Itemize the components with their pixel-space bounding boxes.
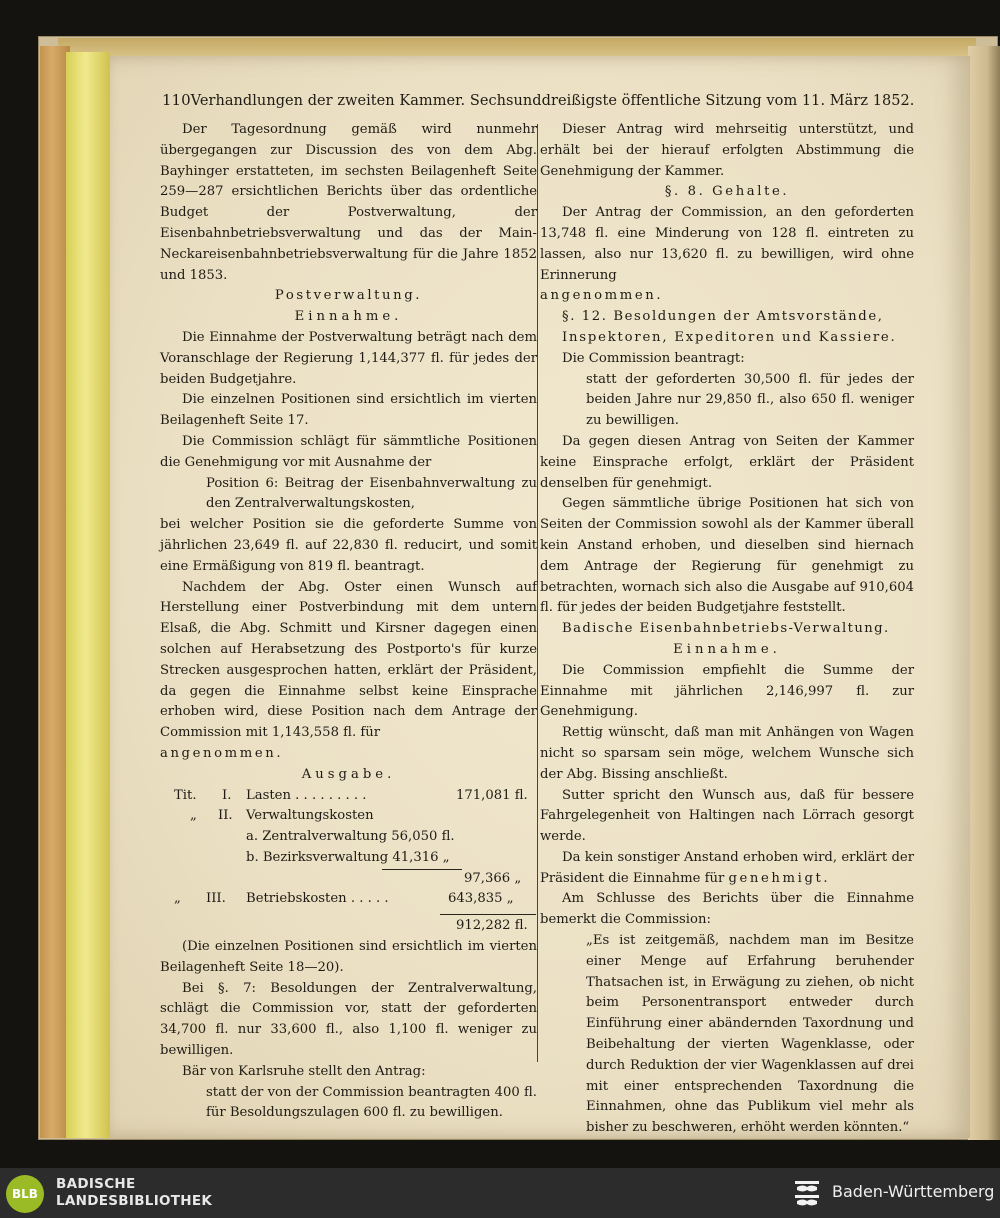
- book-right-edge: [968, 46, 1000, 1140]
- budget-prefix: Tit.: [174, 787, 197, 803]
- paragraph-text: Da kein sonstiger Anstand erhoben wird, erklärt der Präsident die Einnahme für: [540, 849, 914, 886]
- library-name-line: BADISCHE: [56, 1176, 136, 1192]
- page-number: 110: [162, 91, 191, 109]
- budget-label: Verwaltungskosten: [246, 808, 374, 824]
- section-heading: Ausgabe.: [301, 766, 396, 782]
- paragraph: Der Tagesordnung gemäß wird nunmehr übergegangen zur Discussion des von dem Abg. Bayhinger erstatteten, im sechsten Beilagenheft Seite 259—287 ersichtlichen Berichts über das ordentliche Budget der Postverwaltung, der Eisenbahnbetriebsverwaltung und das der Main-Neckareisenbahnbetriebsverwaltung für die Jahre 1852 und 1853.: [160, 122, 537, 283]
- left-column: [160, 120, 537, 1124]
- paragraph: Die Einnahme der Postverwaltung beträgt nach dem Voranschlage der Regierung 1,144,377 fl. für jedes der beiden Budgetjahre.: [160, 329, 537, 387]
- paragraph: Sutter spricht den Wunsch aus, daß für bessere Fahrgelegenheit von Haltingen nach Lörrach gesorgt werde.: [540, 787, 914, 845]
- paragraph: Nachdem der Abg. Oster einen Wunsch auf Herstellung einer Postverbindung mit dem untern Elsaß, die Abg. Schmitt und Kirsner dagegen einen solchen auf Herabsetzung des Postporto's für kurze Strecken ausgesprochen hatten, erklärt der Präsident, da gegen die Einnahme selbst keine Einsprache erhoben wird, diese Position nach dem Antrage der Commission mit 1,143,558 fl. für: [160, 579, 537, 741]
- paragraph: statt der geforderten 30,500 fl. für jedes der beiden Jahre nur 29,850 fl., also 650 fl. weniger zu bewilligen.: [586, 371, 914, 429]
- budget-value: 171,081 fl.: [456, 787, 528, 803]
- paragraph: Gegen sämmtliche übrige Positionen hat sich von Seiten der Commission sowohl als der Kammer überall kein Anstand erhoben, und dieselben sind hiernach dem Antrage der Regierung für genehmigt zu betrachten, wornach sich also die Ausgabe auf 910,604 fl. für jedes der beiden Budgetjahre feststellt.: [540, 496, 914, 616]
- blb-logo[interactable]: BLB: [6, 1175, 44, 1213]
- section-heading: Badische Eisenbahnbetriebs-Verwaltung.: [562, 621, 890, 637]
- budget-prefix: „: [174, 891, 181, 907]
- paragraph: statt der von der Commission beantragten 400 fl. für Besoldungszulagen 600 fl. zu bewilligen.: [206, 1084, 537, 1121]
- paragraph: Da gegen diesen Antrag von Seiten der Kammer keine Einsprache erfolgt, erklärt der Präsident denselben für genehmigt.: [540, 433, 914, 491]
- budget-label: Lasten . . . . . . . . .: [246, 787, 367, 803]
- budget-subitem: a. Zentralverwaltung 56,050 fl.: [246, 829, 455, 845]
- budget-subrow: [160, 848, 537, 869]
- budget-numeral: II.: [218, 808, 233, 824]
- footer-bar: [0, 1168, 1000, 1218]
- budget-numeral: I.: [222, 787, 232, 803]
- paragraph: [540, 848, 914, 890]
- budget-row: [160, 786, 537, 807]
- budget-subitem: b. Bezirksverwaltung 41,316 „: [246, 849, 450, 865]
- budget-numeral: III.: [206, 891, 226, 907]
- paragraph: Bei §. 7: Besoldungen der Zentralverwaltung, schlägt die Commission vor, statt der geforderten 34,700 fl. nur 33,600 fl., also 1,100 fl. weniger zu bewilligen.: [160, 980, 537, 1059]
- budget-total-row: [160, 916, 537, 937]
- paragraph: Die einzelnen Positionen sind ersichtlich im vierten Beilagenheft Seite 17.: [160, 392, 537, 429]
- paragraph: Dieser Antrag wird mehrseitig unterstützt, und erhält bei der hierauf erfolgten Abstimmung die Genehmigung der Kammer.: [540, 122, 914, 179]
- library-name[interactable]: [56, 1176, 212, 1210]
- budget-row: [160, 806, 537, 827]
- section-heading: Einnahme.: [673, 641, 781, 657]
- budget-subrow: [160, 827, 537, 848]
- verdict-text: angenommen.: [160, 745, 284, 761]
- section-heading: §. 8. Gehalte.: [664, 184, 790, 200]
- total-rule: [440, 914, 536, 915]
- paragraph: bei welcher Position sie die geforderte Summe von jährlichen 23,649 fl. auf 22,830 fl. reducirt, und somit eine Ermäßigung von 819 fl. beantragt.: [160, 517, 537, 574]
- paragraph: Die Commission schlägt für sämmtliche Positionen die Genehmigung vor mit Ausnahme der: [160, 433, 537, 470]
- paragraph: Der Antrag der Commission, an den geforderten 13,748 fl. eine Minderung von 128 fl. eintreten zu lassen, also nur 13,620 fl. zu bewilligen, wird ohne Erinnerung: [540, 205, 914, 283]
- paragraph: (Die einzelnen Positionen sind ersichtlich im vierten Beilagenheft Seite 18—20).: [160, 939, 537, 975]
- subtotal-rule: [382, 869, 462, 870]
- paragraph: Rettig wünscht, daß man mit Anhängen von Wagen nicht so sparsam sein möge, welchem Wunsche sich der Abg. Bissing anschließt.: [540, 725, 914, 782]
- coat-of-arms-icon: [792, 1176, 822, 1210]
- budget-value: 643,835 „: [448, 891, 514, 907]
- paragraph: Position 6: Beitrag der Eisenbahnverwaltung zu den Zentralverwaltungskosten,: [206, 475, 537, 512]
- paragraph: Am Schlusse des Berichts über die Einnahme bemerkt die Commission:: [540, 891, 914, 928]
- column-divider: [537, 124, 538, 1062]
- budget-subtotal-row: [160, 869, 537, 890]
- budget-label: Betriebskosten . . . . .: [246, 891, 389, 907]
- right-column: [540, 120, 914, 1139]
- budget-row: [160, 889, 537, 910]
- budget-prefix: „: [190, 808, 197, 824]
- running-title: Verhandlungen der zweiten Kammer. Sechsunddreißigste öffentliche Sitzung vom 11. März 1852.: [190, 93, 915, 109]
- verdict-text: angenommen.: [540, 288, 664, 304]
- budget-total: 912,282 fl.: [456, 918, 528, 934]
- state-name[interactable]: Baden-Württemberg: [832, 1182, 995, 1201]
- paragraph: Bär von Karlsruhe stellt den Antrag:: [182, 1063, 426, 1079]
- verdict-text: genehmigt.: [728, 870, 831, 886]
- budget-value: 97,366 „: [464, 870, 522, 886]
- section-heading: §. 12. Besoldungen der Amtsvorstände,: [562, 309, 884, 325]
- section-heading: Postverwaltung.: [274, 288, 423, 304]
- quotation: „Es ist zeitgemäß, nachdem man im Besitze einer Menge auf Erfahrung beruhender Thatsachen ist, in Erwägung zu ziehen, ob nicht beim Personentransport entweder durch Einführung einer abändernden Taxordnung und Beibehaltung der vierten Wagenklasse, oder durch Reduktion der vier Wagenklassen auf drei mit einer entsprechenden Taxordnung die Einnahmen, ohne das Publikum viel mehr als bisher zu beschweren, erhöht werden könnten.“: [586, 933, 914, 1136]
- paragraph: Die Commission empfiehlt die Summe der Einnahme mit jährlichen 2,146,997 fl. zur Genehmigung.: [540, 662, 914, 720]
- section-heading: Inspektoren, Expeditoren und Kassiere.: [562, 329, 897, 345]
- library-name-line: LANDESBIBLIOTHEK: [56, 1193, 213, 1209]
- gilt-page-edge: [66, 52, 110, 1138]
- section-heading: Einnahme.: [294, 309, 403, 325]
- running-header: [162, 91, 915, 115]
- paragraph: Die Commission beantragt:: [562, 350, 745, 366]
